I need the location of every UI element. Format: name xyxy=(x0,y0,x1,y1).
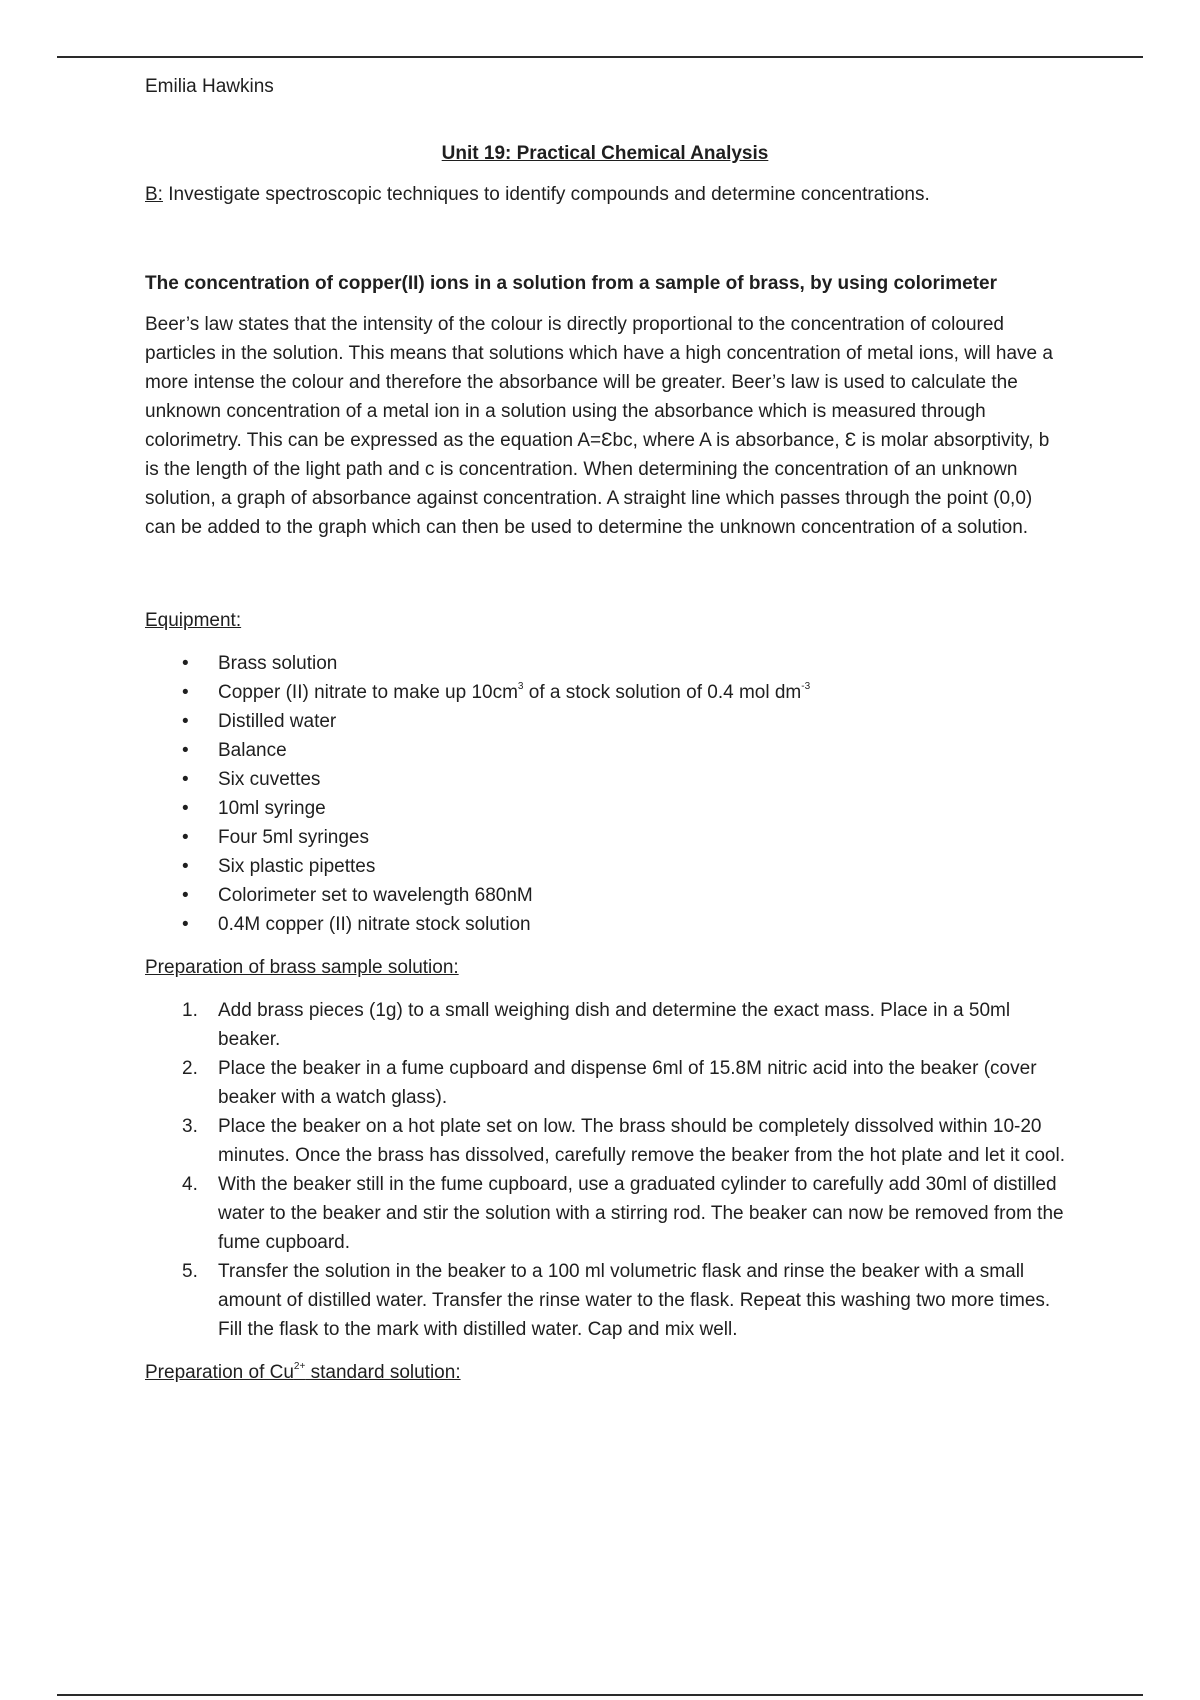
list-item: 1. Add brass pieces (1g) to a small weighing dish and determine the exact mass. Place in a 50ml beaker. xyxy=(182,1000,1011,1050)
section-b-text: Investigate spectroscopic techniques to identify compounds and determine concentrations. xyxy=(162,184,930,205)
list-item: • Four 5ml syringes xyxy=(145,823,1065,852)
list-item: • Distilled water xyxy=(145,707,1065,736)
beers-law-paragraph: Beer’s law states that the intensity of the colour is directly proportional to the concentration of coloured particles in the solution. This means that solutions which have a high concentration of metal ions, will have a more intense the colour and therefore the absorbance will be greater. Beer’s law is used to calculate the unknown concentration of a metal ion in a solution using the absorbance which is measured through colorimetry. This can be expressed as the equation A=Ɛbc, where A is absorbance, Ɛ is molar absorptivity, b is the length of the light path and c is concentration. When determining the concentration of an unknown solution, a graph of absorbance against concentration. A straight line which passes through the point (0,0) can be added to the graph which can then be used to determine the unknown concentration of a solution. xyxy=(145,314,1053,538)
list-item: 2. Place the beaker in a fume cupboard and dispense 6ml of 15.8M nitric acid into the beaker (cover beaker with a watch glass). xyxy=(182,1058,1037,1108)
equipment-list xyxy=(145,649,1065,939)
footer-rule xyxy=(57,1694,1143,1696)
list-item: • Six cuvettes xyxy=(145,765,1065,794)
list-item: 3. Place the beaker on a hot plate set on low. The brass should be completely dissolved within 10-20 minutes. Once the brass has dissolved, carefully remove the beaker from the hot plate and let it cool. xyxy=(182,1116,1065,1166)
document-body xyxy=(145,72,1065,1401)
list-item: • 0.4M copper (II) nitrate stock solution xyxy=(145,910,1065,939)
list-item: 5. Transfer the solution in the beaker to a 100 ml volumetric flask and rinse the beaker with a small amount of distilled water. Transfer the rinse water to the flask. Repeat this washing two more times. Fill the flask to the mark with distilled water. Cap and mix well. xyxy=(182,1261,1051,1340)
brass-prep-heading: Preparation of brass sample solution: xyxy=(145,957,459,978)
list-item: • Balance xyxy=(145,736,1065,765)
author-name: Emilia Hawkins xyxy=(145,76,274,97)
list-item: 4. With the beaker still in the fume cupboard, use a graduated cylinder to carefully add 30ml of distilled water to the beaker and stir the solution with a stirring rod. The beaker can now be removed from the fume cupboard. xyxy=(182,1174,1064,1253)
standard-prep-heading: Preparation of $Cu^{2+}$ standard solution: xyxy=(145,1361,461,1383)
list-item: • Six plastic pipettes xyxy=(145,852,1065,881)
section-b-label: B: xyxy=(145,184,163,205)
brass-prep-steps xyxy=(145,996,1065,1344)
list-item: • Brass solution xyxy=(145,649,1065,678)
equipment-heading: Equipment: xyxy=(145,610,242,631)
document-title: Unit 19: Practical Chemical Analysis xyxy=(441,143,769,164)
list-item: • 10ml syringe xyxy=(145,794,1065,823)
section-b-objective xyxy=(145,180,1065,209)
list-item: • Colorimeter set to wavelength 680nM xyxy=(145,881,1065,910)
experiment-heading: The concentration of copper(II) ions in a solution from a sample of brass, by using colorimeter xyxy=(145,273,997,294)
list-item: • Copper (II) nitrate to make up $10cm^3$ of a stock solution of 0.4 mol $dm^{-3}$ xyxy=(145,678,1065,707)
header-rule xyxy=(57,56,1143,58)
